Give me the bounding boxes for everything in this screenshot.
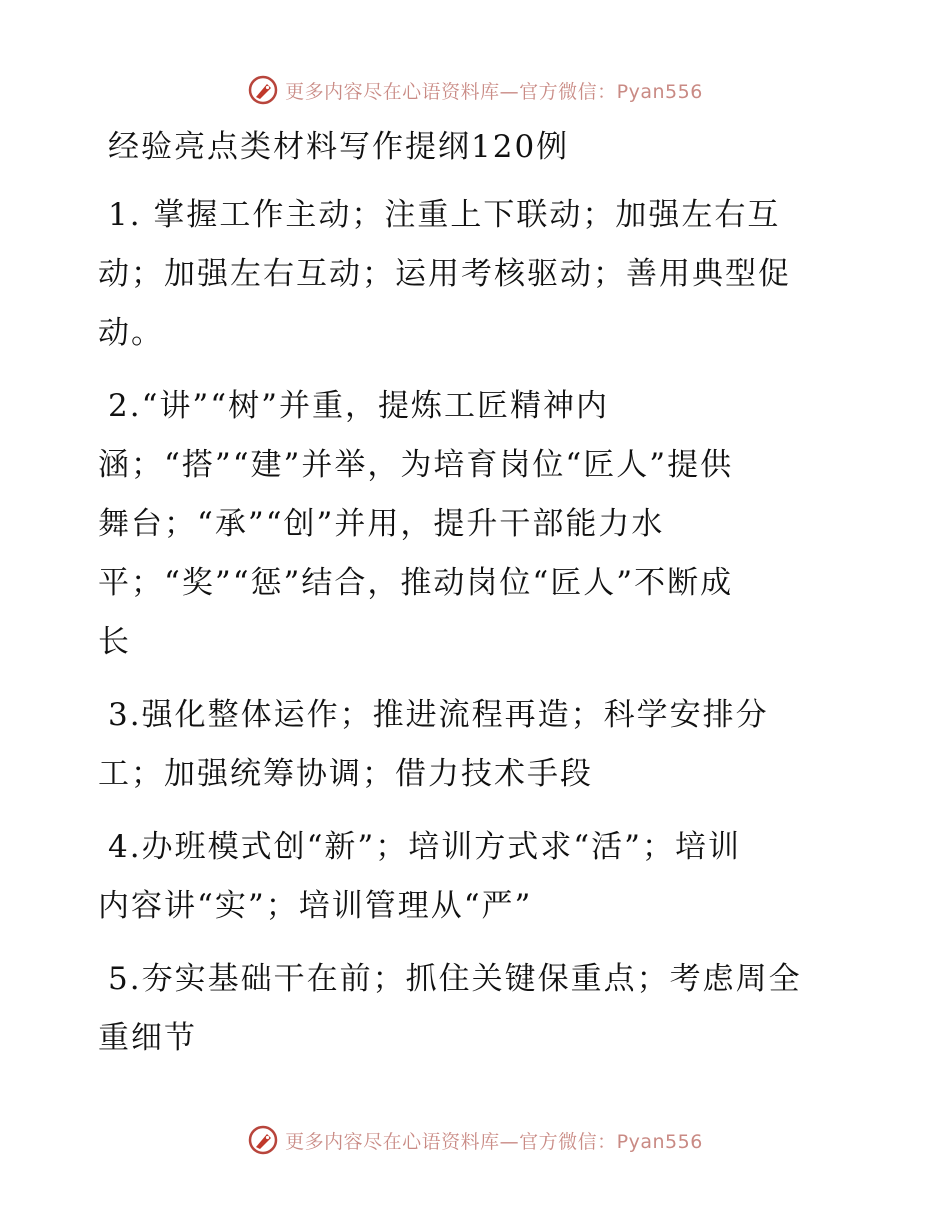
pen-nib-circle-icon (247, 1124, 279, 1156)
outline-item-2 (98, 377, 858, 672)
outline-item-line: 重细节 (98, 1020, 197, 1056)
pen-nib-circle-icon (247, 74, 279, 106)
outline-item-line: 动；加强左右互动；运用考核驱动；善用典型促 (98, 256, 791, 292)
outline-item-line: 动。 (98, 315, 164, 351)
outline-item-line: 长 (98, 624, 131, 660)
outline-item-line: 工；加强统筹协调；借力技术手段 (98, 756, 593, 792)
outline-item-line: 平；“奖”“惩”结合，推动岗位“匠人”不断成 (98, 565, 734, 601)
document-body (98, 122, 858, 1082)
header-watermark (0, 70, 950, 110)
document-title: 经验亮点类材料写作提纲120例 (108, 129, 570, 165)
outline-item-3 (98, 686, 858, 804)
outline-item-line: 1. 掌握工作主动；注重上下联动；加强左右互 (108, 197, 781, 233)
header-watermark-text: 更多内容尽在心语资料库—官方微信：Pyan556 (285, 80, 703, 103)
outline-item-1 (98, 186, 858, 363)
outline-item-line: 内容讲“实”；培训管理从“严” (98, 888, 533, 924)
outline-item-4 (98, 818, 858, 936)
outline-item-line: 3.强化整体运作；推进流程再造；科学安排分 (108, 697, 769, 733)
outline-item-line: 4.办班模式创“新”；培训方式求“活”；培训 (108, 829, 741, 865)
outline-item-5 (98, 950, 858, 1068)
footer-watermark (0, 1120, 950, 1160)
outline-item-line: 5.夯实基础干在前；抓住关键保重点；考虑周全 (108, 961, 802, 997)
outline-item-line: 2.“讲”“树”并重，提炼工匠精神内 (108, 388, 609, 424)
footer-watermark-text: 更多内容尽在心语资料库—官方微信：Pyan556 (285, 1130, 703, 1153)
outline-item-line: 舞台；“承”“创”并用，提升干部能力水 (98, 506, 665, 542)
outline-item-line: 涵；“搭”“建”并举，为培育岗位“匠人”提供 (98, 447, 734, 483)
